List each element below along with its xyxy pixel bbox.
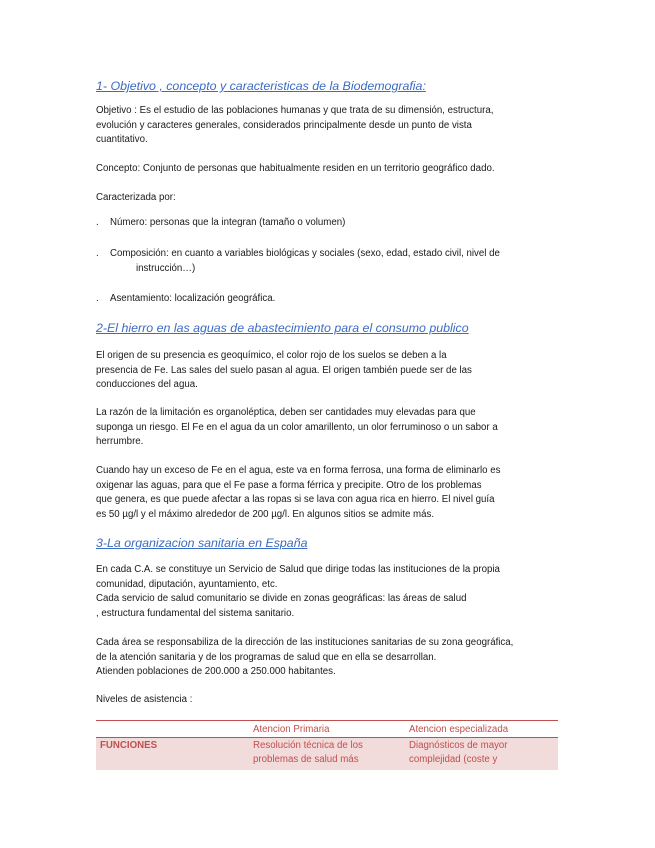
table-header-especializada: Atencion especializada	[405, 721, 558, 738]
hierro-p2-line-3: herrumbre.	[96, 436, 144, 447]
concepto-line: Concepto: Conjunto de personas que habitualmente residen en un territorio geográfico dado.	[96, 163, 495, 174]
organizacion-p2-line-2: de la atención sanitaria y de los programas de salud que en ella se desarrollan.	[96, 651, 437, 663]
organizacion-p2-line-3: Atienden poblaciones de 200.000 a 250.000 habitantes.	[96, 666, 336, 677]
organizacion-p2-line-1: Cada área se responsabiliza de la dirección de las instituciones sanitarias de su zona geográfica,	[96, 637, 514, 648]
objetivo-line-2: evolución y caracteres generales, considerados principalmente desde un punto de vista	[96, 119, 472, 131]
organizacion-p1-line-3: Cada servicio de salud comunitario se divide en zonas geográficas: las áreas de salud	[96, 593, 467, 604]
cell-line: Resolución técnica de los	[253, 740, 363, 751]
hierro-p3-line-2: oxigenar las aguas, para que el Fe pase a forma férrica y precipite. Otro de los problemas	[96, 479, 482, 491]
bullet-text: Asentamiento: localización geográfica.	[110, 293, 276, 304]
bullet-marker: .	[96, 248, 99, 259]
table-cell-primaria	[249, 738, 405, 771]
organizacion-p1-line-1: En cada C.A. se constituye un Servicio de Salud que dirige todas las instituciones de la propia	[96, 564, 500, 575]
hierro-p2-line-2: suponga un riesgo. El Fe en el agua da un color amarillento, un olor ferruminoso o un sabor a	[96, 421, 498, 433]
cell-line: problemas de salud más	[253, 754, 359, 765]
bullet-marker: .	[96, 293, 99, 304]
hierro-p3-line-1: Cuando hay un exceso de Fe en el agua, este va en forma ferrosa, una forma de eliminarlo es	[96, 465, 501, 476]
objetivo-line-1: Objetivo : Es el estudio de las poblaciones humanas y que trata de su dimensión, estructura,	[96, 105, 494, 116]
table-header-row	[96, 721, 558, 738]
bullet-text-continuation: instrucción…)	[136, 262, 196, 274]
bullet-text: Composición: en cuanto a variables biológicas y sociales (sexo, edad, estado civil, nivel de	[110, 248, 500, 259]
bullet-text: Número: personas que la integran (tamaño o volumen)	[110, 217, 346, 228]
section-2-heading: 2-El hierro en las aguas de abastecimiento para el consumo publico	[96, 321, 469, 335]
hierro-p3-line-4: es 50 µg/l y el máximo alrededor de 200 µg/l. En algunos sitios se admite más.	[96, 508, 435, 520]
cell-line: complejidad (coste y	[409, 754, 498, 765]
table-row-label: FUNCIONES	[96, 738, 249, 771]
objetivo-line-3: cuantitativo.	[96, 134, 148, 145]
bullet-marker: .	[96, 217, 99, 228]
section-1-heading: 1- Objetivo , concepto y caracteristicas de la Biodemografia:	[96, 79, 426, 93]
organizacion-p1-line-2: comunidad, diputación, ayuntamiento, etc.	[96, 578, 278, 590]
hierro-p1-line-3: conducciones del agua.	[96, 379, 198, 390]
table-header-empty	[96, 721, 249, 738]
cell-line: Diagnósticos de mayor	[409, 740, 508, 751]
organizacion-p1-line-4: , estructura fundamental del sistema sanitario.	[96, 607, 295, 619]
hierro-p3-line-3: que genera, es que puede afectar a las ropas si se lava con agua rica en hierro. El nivel guía	[96, 494, 495, 505]
hierro-p1-line-1: El origen de su presencia es geoquímico, el color rojo de los suelos se deben a la	[96, 350, 447, 361]
niveles-table	[96, 720, 558, 770]
table-cell-especializada	[405, 738, 558, 771]
section-3-heading: 3-La organizacion sanitaria en España	[96, 536, 308, 550]
hierro-p2-line-1: La razón de la limitación es organoléptica, deben ser cantidades muy elevadas para que	[96, 407, 476, 418]
hierro-p1-line-2: presencia de Fe. Las sales del suelo pasan al agua. El origen también puede ser de las	[96, 364, 472, 376]
caracterizada-line: Caracterizada por:	[96, 192, 176, 203]
table-header-primaria: Atencion Primaria	[249, 721, 405, 738]
table-row	[96, 738, 558, 771]
niveles-line: Niveles de asistencia :	[96, 694, 193, 705]
